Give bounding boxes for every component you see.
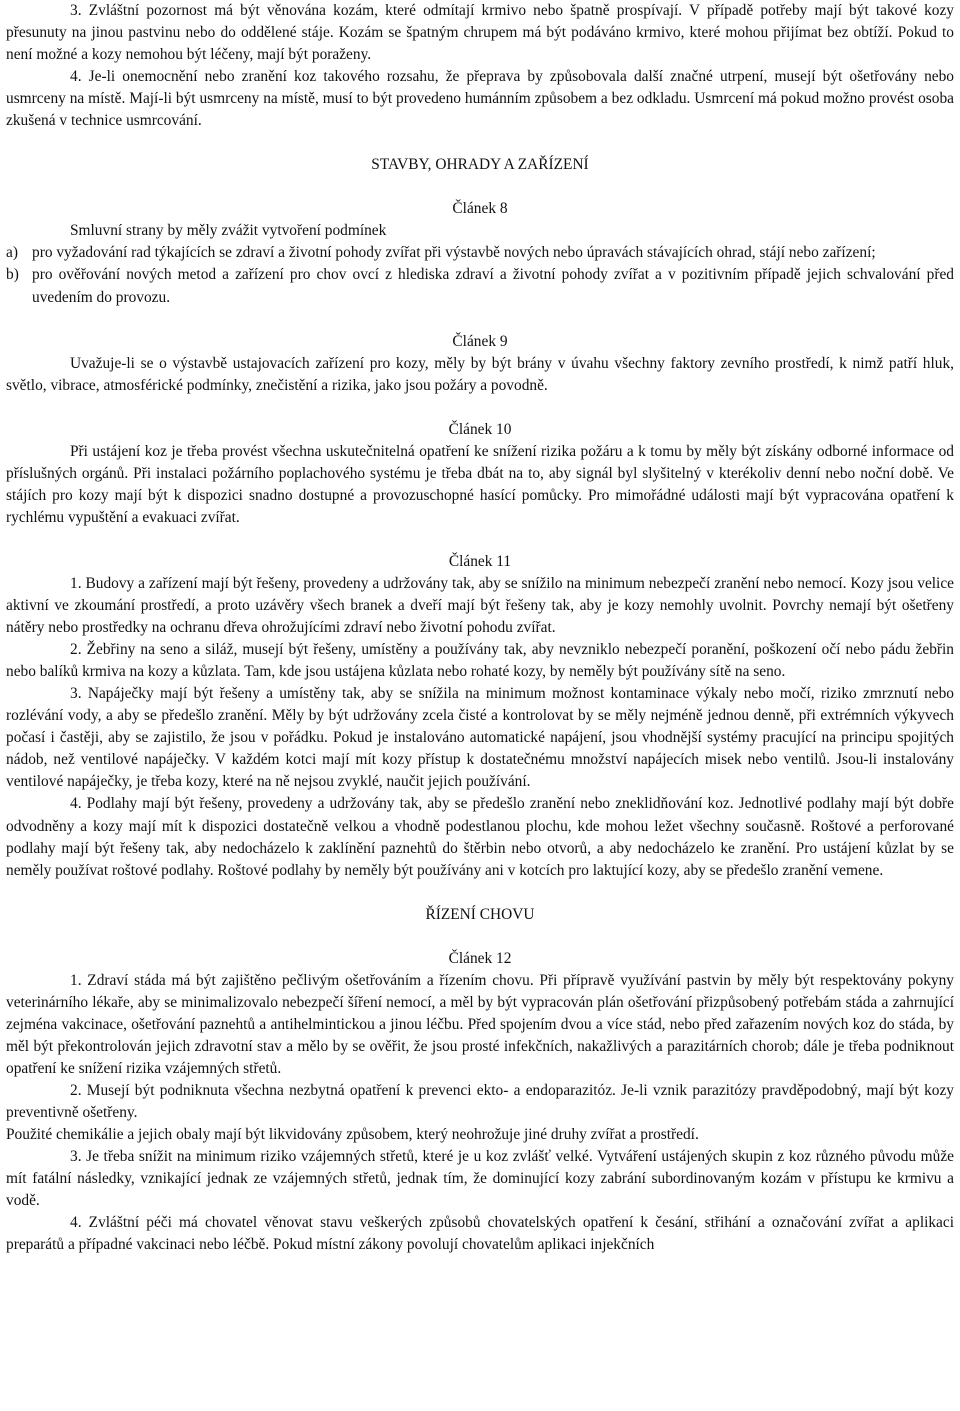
article-11-paragraph-1: 1. Budovy a zařízení mají být řešeny, provedeny a udržovány tak, aby se snížilo na minimum nebezpečí zranění nebo nemocí. Kozy jsou velice aktivní ve zkoumání prostředí, a proto uzávěry všech branek a dveří mají být řešeny tak, aby je kozy nemohly uvolnit. Povrchy nemají být ošetřeny nátěry nebo prostředky na ochranu dřeva ohrožujícími zdraví nebo životní pohodu zvířat.: [6, 574, 954, 637]
article-12-paragraph-2: 2. Musejí být podniknuta všechna nezbytná opatření k prevenci ekto- a endoparazitóz. Je-li vznik parazitózy pravděpodobný, mají být kozy preventivně ošetřeny.: [6, 1081, 954, 1122]
list-marker: b): [6, 266, 19, 284]
item-number: 3.: [70, 2, 82, 19]
article-8-list: [6, 242, 954, 308]
article-9-text: Uvažuje-li se o výstavbě ustajovacích zařízení pro kozy, měly by být brány v úvahu všechny faktory zevního prostředí, k nimž patří hluk, světlo, vibrace, atmosférické podmínky, znečistění a rizika, jako jsou požáry a povodně.: [6, 354, 954, 394]
list-text: pro ověřování nových metod a zařízení pro chov ovcí z hlediska zdraví a životní pohody zvířat a v pozitivním případě jejich schvalování před uvedením do provozu.: [32, 266, 954, 306]
article-11-paragraph-2: 2. Žebřiny na seno a siláž, musejí být řešeny, umístěny a používány tak, aby nevzniklo nebezpečí poranění, poškození očí nebo pádu žebřin nebo balíků krmiva na kozy a kůzlata. Tam, kde jsou ustájena kůzlata nebo rohaté kozy, by neměly být používány sítě na seno.: [6, 641, 954, 681]
article-12-chemicals-note: Použité chemikálie a jejich obaly mají být likvidovány způsobem, který neohrožuje jiné druhy zvířat a prostředí.: [6, 1126, 699, 1144]
article-12-paragraph-1: 1. Zdraví stáda má být zajištěno pečlivým ošetřováním a řízením chovu. Při přípravě využívání pastvin by měly být respektovány pokyny veterinárního lékaře, aby se minimalizovalo nebezpečí šíření nemocí, a měl by být vypracován plán ošetřování přizpůsobený potřebám stáda a zahrnující zejména vakcinace, ošetřování paznehtů a antihelmintickou a jinou léčbu. Před spojením dvou a více stád, nebo před zařazením nových koz do stáda, by měl být překontrolován jejich zdravotní stav a mělo by se ověřit, že jsou prosté infekčních, nakažlivých a parazitárních chorob; dále je třeba podniknout opatření ke snížení rizika vzájemných střetů.: [6, 971, 954, 1077]
article-12-title: Článek 12: [448, 949, 512, 967]
article-12-paragraph-4: 4. Zvláštní péči má chovatel věnovat stavu veškerých způsobů chovatelských opatření k česání, střihání a označování zvířat a aplikaci preparátů a případné vakcinaci nebo léčbě. Pokud místní zákony povolují chovatelům aplikaci injekčních: [6, 1214, 954, 1254]
list-marker: a): [6, 244, 18, 262]
article-8-title: Článek 8: [452, 200, 508, 218]
list-item: [6, 264, 954, 308]
article-11-paragraph-4: 4. Podlahy mají být řešeny, provedeny a udržovány tak, aby se předešlo zranění nebo zneklidňování koz. Jednotlivé podlahy mají být dobře odvodněny a kozy mají mít k dispozici dostatečně velkou a vhodně podestlanou plochu, kde mohou ležet všechny současně. Roštové a perforované podlahy mají být řešeny tak, aby nedocházelo k zaklínění paznehtů do štěrbin nebo otvorů, a aby nedocházelo ke zranění. Pro ustájení kůzlat by se neměly používat roštové podlahy. Roštové podlahy by neměly být používány ani v kotcích pro laktující kozy, aby se předešlo zranění vemene.: [6, 795, 954, 879]
list-text: pro vyžadování rad týkajících se zdraví a životní pohody zvířat při výstavbě nových nebo úpravách stávajících ohrad, stájí nebo zařízení;: [32, 244, 876, 262]
item-number: 4.: [70, 68, 82, 86]
article-8-intro: Smluvní strany by měly zvážit vytvoření podmínek: [70, 222, 387, 240]
article-10-title: Článek 10: [448, 420, 512, 438]
item-text: Je-li onemocnění nebo zranění koz takového rozsahu, že přeprava by způsobovala další značné utrpení, musejí být ošetřovány nebo usmrceny na místě. Mají-li být usmrceny na místě, musí to být provedeno humánním způsobem a bez odkladu. Usmrcení má pokud možno provést osoba zkušená v technice usmrcování.: [6, 68, 954, 130]
paragraph-item-4: [6, 66, 954, 132]
article-11-paragraph-3: 3. Napáječky mají být řešeny a umístěny tak, aby se snížila na minimum možnost kontaminace výkaly nebo močí, riziko zmrznutí nebo rozlévání vody, a aby se předešlo zranění. Měly by být udržovány zcela čisté a kontrolovat by se měly nejméně jednou denně, při extrémních výkyvech počasí i častěji, aby se zajistilo, že jsou v pořádku. Pokud je instalováno automatické napájení, jsou vhodnější systémy pracující na principu spojitých nádob, než ventilové napáječky. V každém kotci mají mít kozy přístup k dostatečnému množství napájecích misek nebo ventilů. Jsou-li instalovány ventilové napáječky, je třeba kozy, které na ně nejsou zvyklé, naučit jejich používání.: [6, 685, 954, 791]
article-9-title: Článek 9: [452, 332, 508, 350]
section-heading-rizeni: ŘÍZENÍ CHOVU: [425, 905, 535, 923]
article-10-text: Při ustájení koz je třeba provést všechna uskutečnitelná opatření ke snížení rizika požáru a k tomu by měly být získány odborné informace od příslušných orgánů. Při instalaci požárního poplachového systému je třeba dbát na to, aby signál byl slyšitelný v kterékoliv denní nebo noční době. Ve stájích pro kozy mají být k dispozici snadno dostupné a provozuschopné hasící pomůcky. Pro mimořádné události mají být vypracována opatření k rychlému vypuštění a evakuaci zvířat.: [6, 442, 954, 526]
list-item: [6, 242, 954, 264]
section-heading-stavby: STAVBY, OHRADY A ZAŘÍZENÍ: [371, 156, 589, 174]
article-12-paragraph-3: 3. Je třeba snížit na minimum riziko vzájemných střetů, které je u koz zvlášť velké. Vytváření ustájených skupin z koz různého původu může mít fatální následky, vznikající jednak ze vzájemných střetů, jednak tím, že dominující kozy zabrání subordinovaným kozám v přístupu ke krmivu a vodě.: [6, 1148, 954, 1210]
item-text: Zvláštní pozornost má být věnována kozám, které odmítají krmivo nebo špatně prospívají. V případě potřeby mají být takové kozy přesunuty na jinou pastvinu nebo do oddělené stáje. Kozám se špatným chrupem má být podáváno krmivo, které mohou přijímat bez obtíží. Pokud to není možné a kozy nemohou být léčeny, mají být poraženy.: [6, 2, 954, 64]
paragraph-item-3: [6, 0, 954, 66]
article-11-title: Článek 11: [448, 552, 512, 570]
